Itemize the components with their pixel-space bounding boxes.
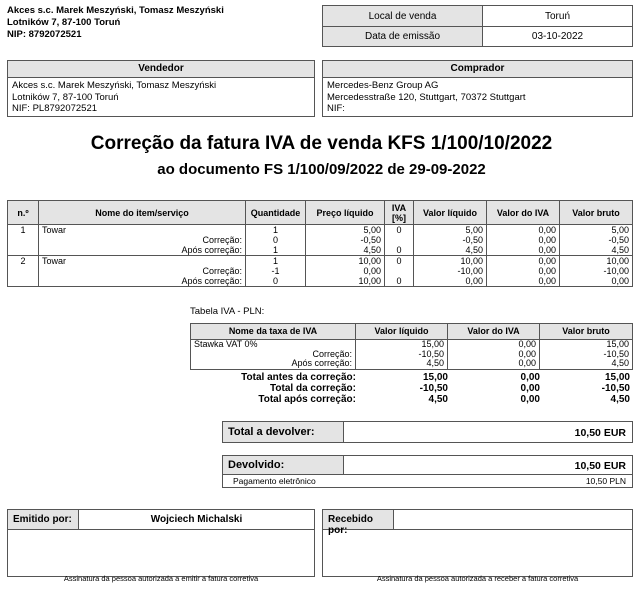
buyer-address: Mercedesstraße 120, Stuttgart, 70372 Stuttgart [327,91,526,103]
item-gross: -10,00 [560,266,633,276]
vat-rate-name: Stawka VAT 0% [194,339,258,349]
after-correction-label: Após correção: [39,245,246,256]
buyer-nif: NIF: [327,103,345,114]
item-gross: 10,00 [560,256,633,267]
item-vat: 0,00 [487,266,560,276]
item-name: Towar [39,256,246,267]
total-vat: 0,00 [520,383,540,394]
item-net: 5,00 [414,225,487,236]
vat-net-correction: -10,50 [418,348,444,359]
seller-header-nip: NIP: 8792072521 [7,29,82,40]
vat-totals [190,372,633,405]
item-unit-net: 5,00 [306,225,385,236]
correction-label: Correção: [39,235,246,245]
item-vat-rate: 0 [385,276,414,287]
item-qty: 0 [246,276,306,287]
col-gross: Valor bruto [560,201,633,225]
seller-address: Lotników 7, 87-100 Toruń [12,91,119,103]
vat-col-net: Valor líquido [356,324,448,340]
col-qty: Quantidade [246,201,306,225]
item-unit-net: 0,00 [306,266,385,276]
item-no: 2 [8,256,39,267]
received-by-caption: Assinatura da pessoa autorizada a receber a fatura corretiva [376,574,579,583]
total-gross: 4,50 [610,394,630,405]
refund-value: 10,50 EUR [574,427,626,439]
document-title: Correção da fatura IVA de venda KFS 1/100/10/2022 [90,133,553,154]
total-net: 4,50 [428,394,448,405]
issued-by-box [7,509,315,577]
vat-vat-correction: 0,00 [518,348,536,359]
vat-vat-after: 0,00 [518,358,536,368]
item-qty: 1 [246,225,306,236]
issue-date-label: Data de emissão [323,27,483,47]
seller-box [7,60,315,117]
vat-gross-after: 4,50 [611,358,629,368]
total-gross: -10,50 [601,383,630,394]
item-qty: -1 [246,266,306,276]
received-by-box [322,509,633,577]
seller-header [7,5,224,41]
vat-vat-before: 0,00 [518,339,536,349]
total-vat: 0,00 [520,394,540,405]
refund-label: Total a devolver: [223,422,344,442]
col-vat-rate: IVA [%] [385,201,414,225]
seller-header-address: Lotników 7, 87-100 Toruń [7,17,121,28]
item-unit-net: 10,00 [306,276,385,287]
item-vat-rate [385,266,414,276]
col-vat: Valor do IVA [487,201,560,225]
place-label: Local de venda [323,6,483,27]
buyer-box [322,60,633,117]
vat-after-label: Após correção: [291,358,352,368]
seller-name: Akces s.c. Marek Meszyński, Tomasz Meszyński [12,80,217,91]
vat-col-gross: Valor bruto [540,324,633,340]
table-row [8,276,633,287]
item-net: 4,50 [414,245,487,256]
issue-info-table [322,5,633,47]
received-by-name [394,510,632,529]
item-gross: -0,50 [560,235,633,245]
item-gross: 4,50 [560,245,633,256]
col-no: n.º [8,201,39,225]
vat-net-before: 15,00 [421,339,444,349]
total-row [190,394,633,405]
document-subtitle: ao documento FS 1/100/09/2022 de 29-09-2022 [157,161,486,178]
returned-box [222,455,633,488]
seller-header-name: Akces s.c. Marek Meszyński, Tomasz Meszyński [7,5,224,16]
item-unit-net: 4,50 [306,245,385,256]
payment-method-value: 10,50 PLN [585,476,626,486]
vat-col-rate: Nome da taxa de IVA [191,324,356,340]
item-gross: 0,00 [560,276,633,287]
item-vat: 0,00 [487,245,560,256]
item-vat-rate: 0 [385,225,414,236]
total-net: -10,50 [419,383,448,394]
item-unit-net: 10,00 [306,256,385,267]
issued-by-caption: Assinatura da pessoa autorizada a emitir a fatura corretiva [63,574,259,583]
vat-correction-label: Correção: [312,348,352,359]
vat-table-title: Tabela IVA - PLN: [190,306,265,317]
issued-by-label: Emitido por: [8,510,79,529]
item-net: -10,00 [414,266,487,276]
table-row [8,266,633,276]
vat-net-after: 4,50 [426,358,444,368]
vat-table [190,323,633,370]
item-vat: 0,00 [487,235,560,245]
vat-row [191,340,633,370]
item-net: 10,00 [414,256,487,267]
item-vat: 0,00 [487,256,560,267]
item-no: 1 [8,225,39,236]
issued-by-name: Wojciech Michalski [150,514,243,525]
col-unit-net: Preço líquido [306,201,385,225]
issue-date-value: 03-10-2022 [483,27,633,47]
item-vat-rate: 0 [385,256,414,267]
correction-label: Correção: [39,266,246,276]
total-row [190,383,633,394]
returned-value: 10,50 EUR [574,460,626,472]
item-qty: 0 [246,235,306,245]
col-name: Nome do item/serviço [39,201,246,225]
total-gross: 15,00 [604,372,630,383]
table-row [8,256,633,267]
total-net: 15,00 [422,372,448,383]
item-vat: 0,00 [487,225,560,236]
buyer-name: Mercedes-Benz Group AG [327,80,439,91]
table-row [8,235,633,245]
payment-method-label: Pagamento eletrônico [233,476,316,486]
item-gross: 5,00 [560,225,633,236]
items-table [7,200,633,287]
col-net: Valor líquido [414,201,487,225]
place-value: Toruń [483,6,633,27]
total-label: Total após correção: [258,394,356,405]
item-qty: 1 [246,256,306,267]
seller-nif: NIF: PL8792072521 [12,103,98,114]
vat-col-vat: Valor do IVA [448,324,540,340]
received-by-label: Recebido por: [323,510,394,529]
table-row [8,245,633,256]
table-row [8,225,633,236]
vat-gross-correction: -10,50 [603,348,629,359]
total-label: Total antes da correção: [241,372,356,383]
returned-label: Devolvido: [223,456,344,474]
buyer-heading: Comprador [323,61,632,78]
after-correction-label: Após correção: [39,276,246,287]
item-qty: 1 [246,245,306,256]
item-vat: 0,00 [487,276,560,287]
total-vat: 0,00 [520,372,540,383]
item-vat-rate [385,235,414,245]
item-vat-rate: 0 [385,245,414,256]
vat-gross-before: 15,00 [606,339,629,349]
item-name: Towar [39,225,246,236]
refund-box [222,421,633,443]
item-net: -0,50 [414,235,487,245]
item-unit-net: -0,50 [306,235,385,245]
item-net: 0,00 [414,276,487,287]
total-label: Total da correção: [270,383,356,394]
total-row [190,372,633,383]
seller-heading: Vendedor [8,61,314,78]
